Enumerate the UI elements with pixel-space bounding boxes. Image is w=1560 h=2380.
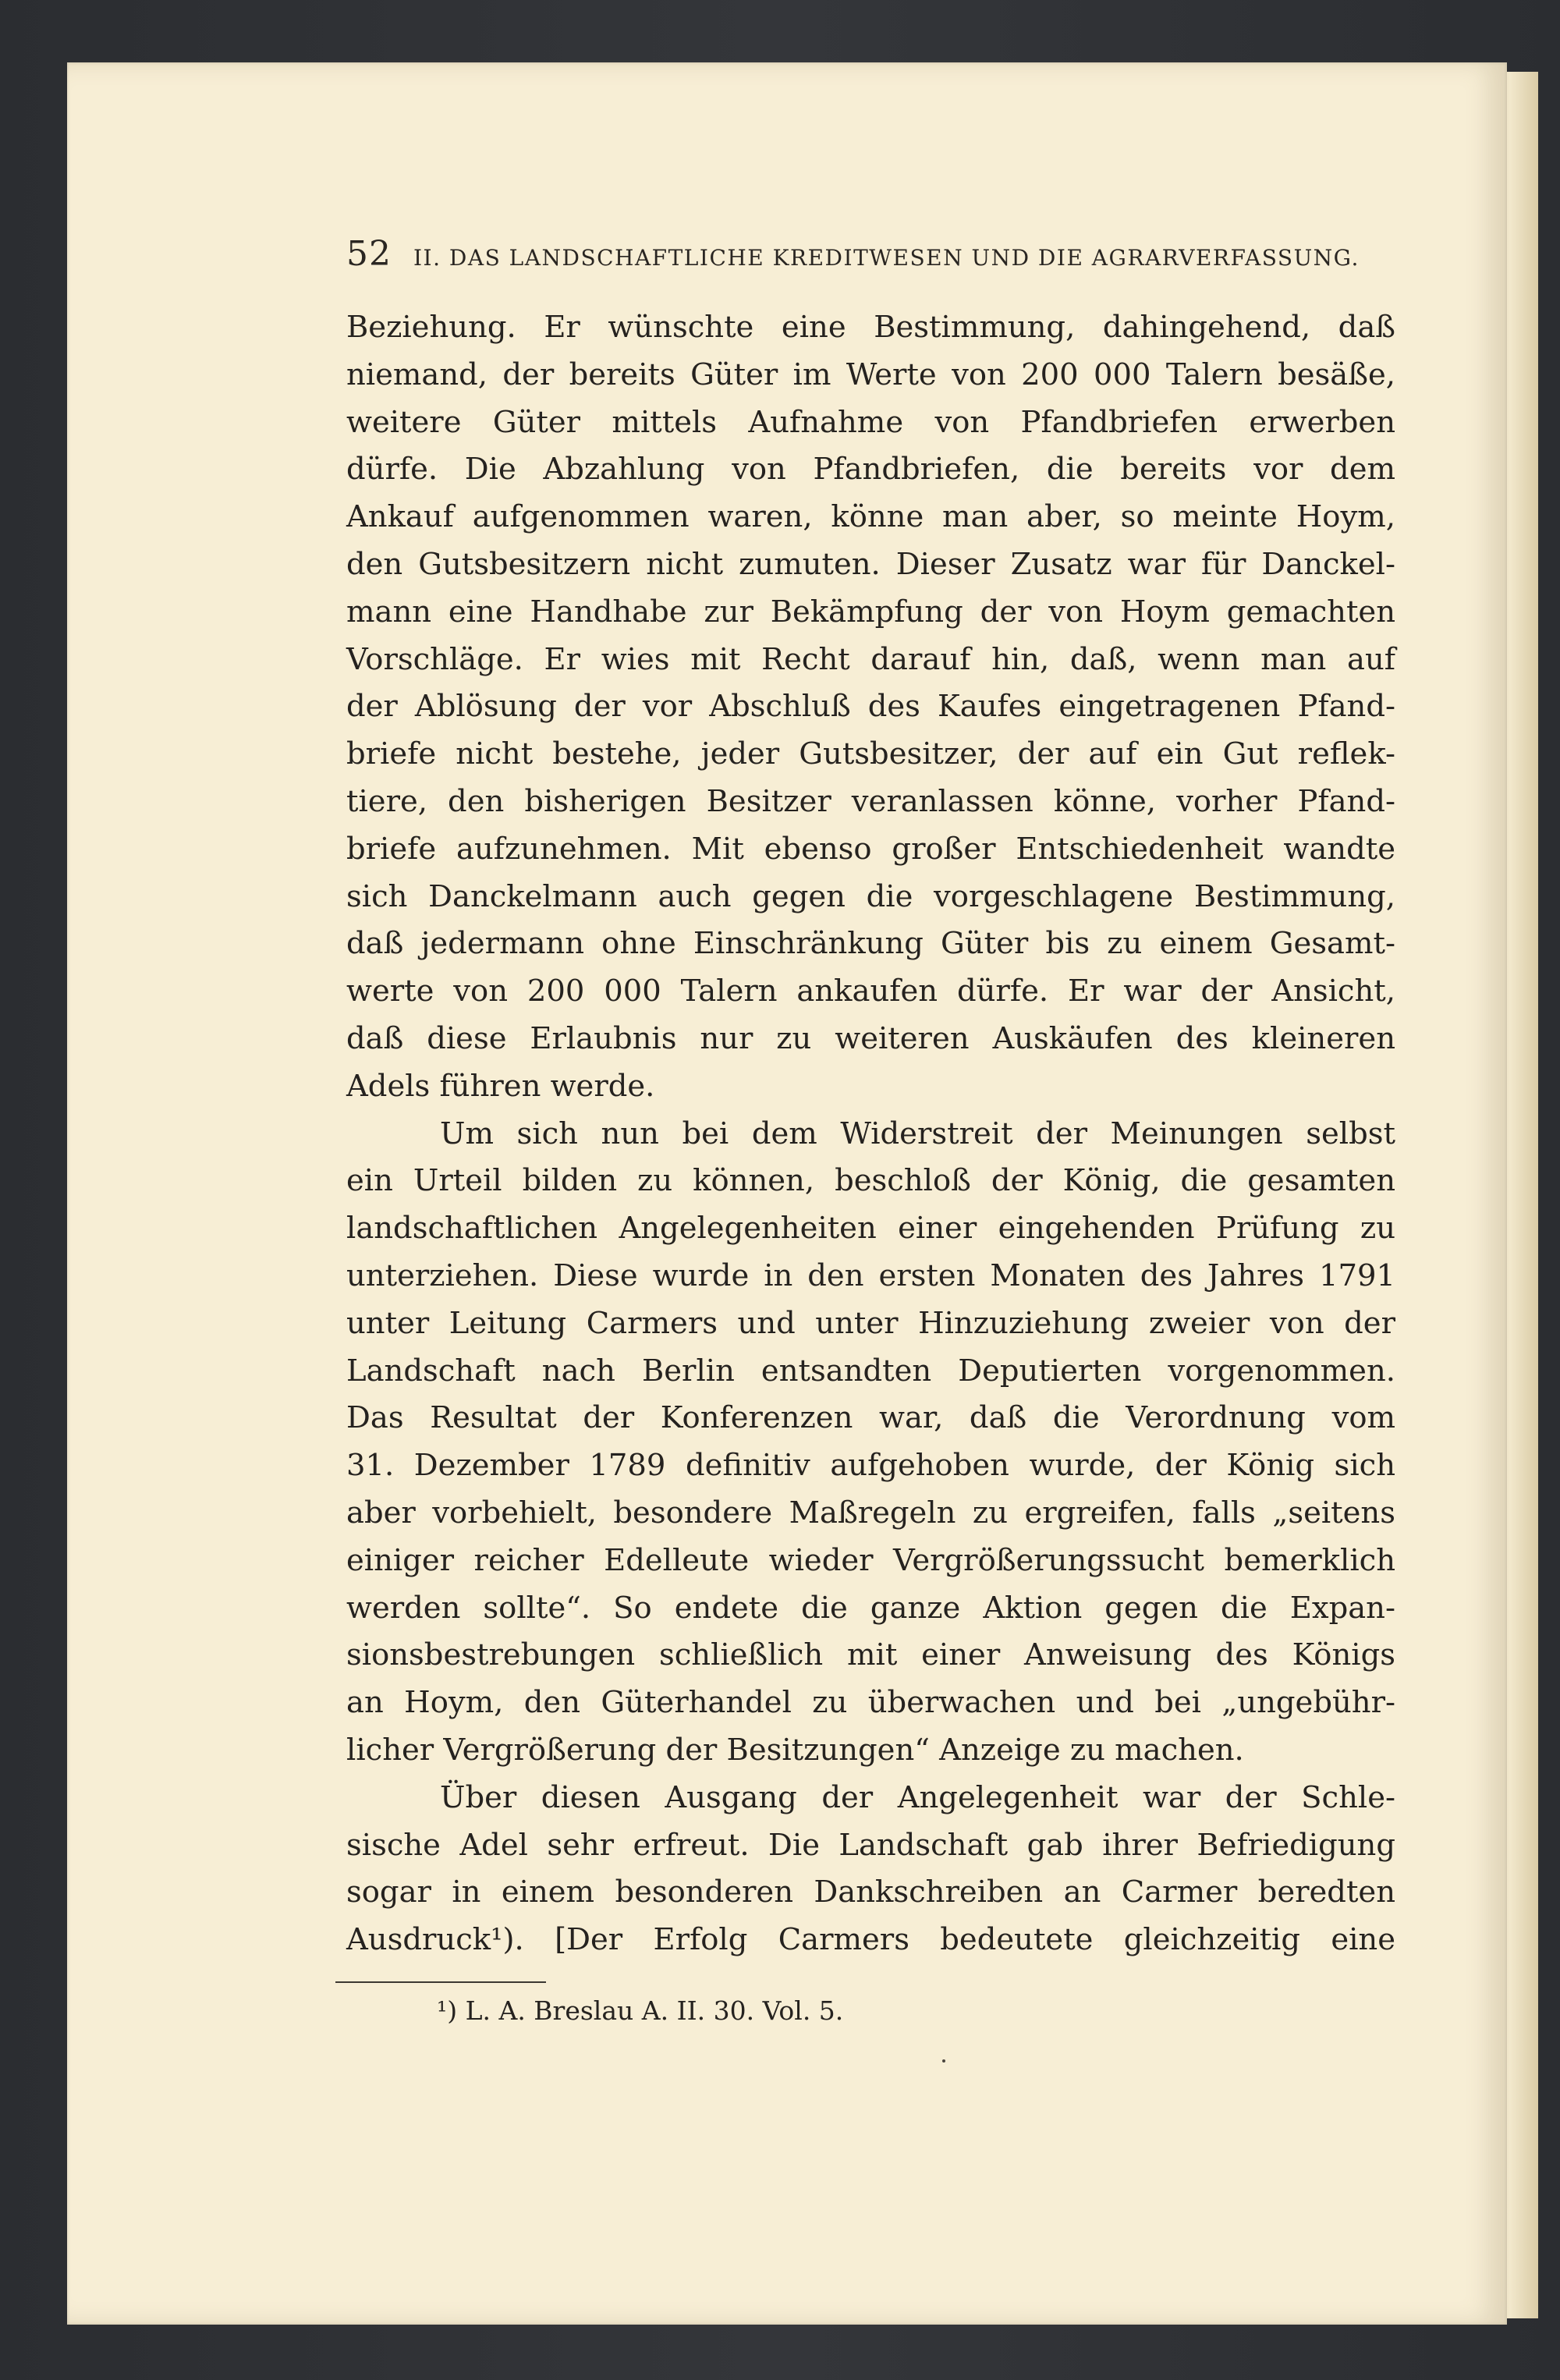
text-line: licher Vergrößerung der Besitzungen“ Anzeige zu machen.: [346, 1732, 1244, 1768]
text-line: sische Adel sehr erfreut. Die Landschaft gab ihrer Befriedigung: [346, 1827, 1395, 1863]
text-line: aber vorbehielt, besondere Maßregeln zu ergreifen, falls „seitens: [346, 1495, 1395, 1531]
text-line: dürfe. Die Abzahlung von Pfandbriefen, die bereits vor dem: [346, 452, 1395, 488]
text-line: daß diese Erlaubnis nur zu weiteren Auskäufen des kleineren: [346, 1020, 1395, 1056]
text-line: einiger reicher Edelleute wieder Vergrößerungssucht bemerklich: [346, 1542, 1395, 1578]
running-head: [346, 234, 1399, 274]
text-line: briefe nicht bestehe, jeder Gutsbesitzer, der auf ein Gut reflek-: [346, 736, 1395, 772]
text-line: briefe aufzunehmen. Mit ebenso großer Entschiedenheit wandte: [346, 831, 1395, 867]
page-number: 52: [346, 234, 392, 274]
text-line: sogar in einem besonderen Dankschreiben an Carmer beredten: [346, 1875, 1395, 1910]
text-line: der Ablösung der vor Abschluß des Kaufes eingetragenen Pfand-: [346, 689, 1395, 725]
text-line: landschaftlichen Angelegenheiten einer eingehenden Prüfung zu: [346, 1211, 1395, 1247]
text-line: ein Urteil bilden zu können, beschloß der König, die gesamten: [346, 1163, 1395, 1199]
paper-speck: [942, 2059, 945, 2063]
footnote: ¹) L. A. Breslau A. II. 30. Vol. 5.: [437, 1995, 844, 2026]
text-line: Ankauf aufgenommen waren, könne man aber, so meinte Hoym,: [346, 499, 1395, 535]
text-line: Ausdruck¹). [Der Erfolg Carmers bedeutete gleichzeitig eine: [346, 1922, 1395, 1958]
text-line: unter Leitung Carmers und unter Hinzuziehung zweier von der: [346, 1305, 1395, 1341]
text-line: Adels führen werde.: [346, 1068, 655, 1104]
text-line: unterziehen. Diese wurde in den ersten Monaten des Jahres 1791: [346, 1257, 1395, 1293]
text-line: Das Resultat der Konferenzen war, daß die Verordnung vom: [346, 1400, 1395, 1436]
text-line: mann eine Handhabe zur Bekämpfung der von Hoym gemachten: [346, 594, 1395, 630]
text-line: Um sich nun bei dem Widerstreit der Meinungen selbst: [440, 1116, 1395, 1151]
chapter-title: II. DAS LANDSCHAFTLICHE KREDITWESEN UND DIE AGRARVERFASSUNG.: [413, 245, 1360, 271]
text-line: niemand, der bereits Güter im Werte von 200 000 Talern besäße,: [346, 356, 1395, 392]
text-line: Beziehung. Er wünschte eine Bestimmung, dahingehend, daß: [346, 310, 1395, 345]
text-line: werte von 200 000 Talern ankaufen dürfe. Er war der Ansicht,: [346, 974, 1395, 1009]
text-line: Vorschläge. Er wies mit Recht darauf hin, daß, wenn man auf: [346, 641, 1395, 677]
text-line: Landschaft nach Berlin entsandten Deputierten vorgenommen.: [346, 1353, 1395, 1389]
text-line: Über diesen Ausgang der Angelegenheit war der Schle-: [440, 1779, 1395, 1815]
text-line: weitere Güter mittels Aufnahme von Pfandbriefen erwerben: [346, 404, 1395, 440]
text-line: 31. Dezember 1789 definitiv aufgehoben wurde, der König sich: [346, 1448, 1395, 1484]
text-line: werden sollte“. So endete die ganze Aktion gegen die Expan-: [346, 1590, 1395, 1626]
footnote-rule: [335, 1981, 546, 1983]
text-line: sionsbestrebungen schließlich mit einer Anweisung des Königs: [346, 1637, 1395, 1673]
text-line: sich Danckelmann auch gegen die vorgeschlagene Bestimmung,: [346, 878, 1395, 914]
text-line: an Hoym, den Güterhandel zu überwachen und bei „ungebühr-: [346, 1685, 1395, 1721]
text-line: den Gutsbesitzern nicht zumuten. Dieser Zusatz war für Danckel-: [346, 546, 1395, 582]
text-line: tiere, den bisherigen Besitzer veranlassen könne, vorher Pfand-: [346, 783, 1395, 819]
text-line: daß jedermann ohne Einschränkung Güter bis zu einem Gesamt-: [346, 926, 1395, 962]
body-text: [346, 304, 1395, 1964]
